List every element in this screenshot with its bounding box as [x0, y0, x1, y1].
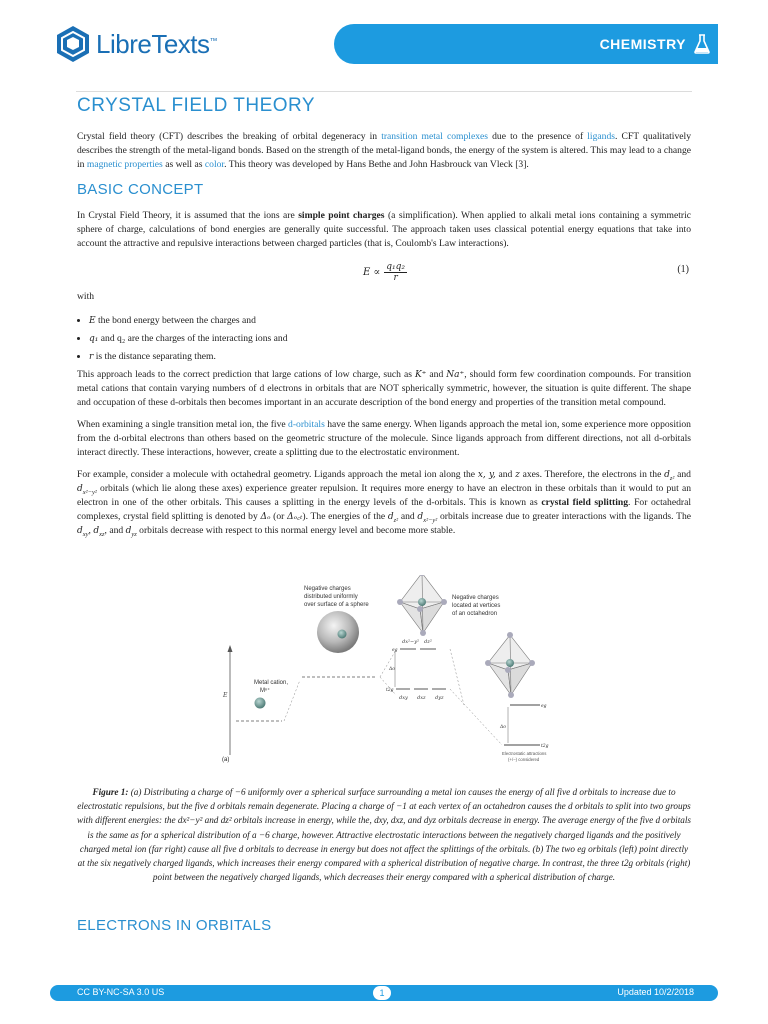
- oct-label-line2: located at vertices: [452, 603, 501, 609]
- license-text[interactable]: CC BY-NC-SA 3.0 US: [77, 987, 165, 997]
- libretexts-hexagon-icon: [56, 25, 90, 63]
- crystal-field-diagram: [220, 575, 550, 765]
- heading-basic-concept: BASIC CONCEPT: [77, 181, 204, 198]
- cation-label-line1: Metal cation,: [254, 680, 289, 686]
- page-footer: [50, 985, 718, 1001]
- link-magnetic-properties[interactable]: magnetic properties: [86, 159, 163, 170]
- basic-concept-paragraph-3: When examining a single transition metal ion, the five d-orbitals have the same energy. When ligands approach the metal ion, some experience more opposition from the d-orbital electrons than others based on the geometric structure of the molecule. Since ligands approach from different directions, not all d-orbitals interact directly. These interactions, however, create a splitting due to the electrostatic environment.: [77, 419, 691, 458]
- attraction-label-line2: (+/−) considered: [508, 757, 540, 762]
- with-label: with: [77, 291, 95, 302]
- attraction-label-line1: Electrostatic attractions: [502, 751, 547, 756]
- heading-electrons-in-orbitals: ELECTRONS IN ORBITALS: [77, 917, 272, 934]
- header-divider: [76, 91, 692, 92]
- eg-label-1: eg: [392, 648, 398, 653]
- cation-label-line2: Mⁿ⁺: [260, 688, 271, 694]
- t2g-label-2: t2g: [541, 744, 549, 749]
- energy-axis-label: E: [223, 692, 228, 699]
- figure-caption: Figure 1: (a) Distributing a charge of −6 uniformly over a spherical surface surrounding a metal ion causes the energy of all five d orbitals to increase due to electrostatic repulsions, but the five d orbitals remain degenerate. Placing a charge of −1 at each vertex of an octahedron causes the d orbitals to split into two groups with different energies: the dx²−y² and dz² orbitals increase in energy, while the, dxy, dxz, and dyz orbitals decrease in energy. The average energy of the five d orbitals is the same as for a spherical distribution of a −6 charge, however. Attractive electrostatic interactions between the negatively charged ligands and the positively charged metal ion (far right) cause all five d orbitals to decrease in energy but does not affect the splittings of the orbitals. (b) The two eg orbitals (left) point directly at the six negatively charged ligands, which increases their energy compared with a spherical distribution of negative charge. In contrast, the three t2g orbitals (right) point between the negatively charged ligands, which decreases their energy compared with a spherical distribution of charge.: [77, 787, 691, 883]
- list-item: • q₁ and q₂ are the charges of the interacting ions and: [89, 330, 489, 348]
- banner-label: CHEMISTRY: [599, 36, 686, 52]
- list-item: • r is the distance separating them.: [89, 348, 489, 366]
- dyz-label: dyz: [435, 695, 444, 701]
- oct-label-line3: of an octahedron: [452, 611, 498, 617]
- sphere-label-line3: over surface of a sphere: [304, 602, 369, 608]
- coulomb-equation: E ∝ $\frac{\text{q₁q₂}}{r}$ (1): [363, 262, 689, 283]
- sphere-label-line2: distributed uniformly: [304, 594, 358, 600]
- link-d-orbitals[interactable]: d-orbitals: [288, 419, 325, 430]
- sphere-label-line1: Negative charges: [304, 586, 351, 592]
- t2g-label-1: t2g: [386, 688, 394, 693]
- basic-concept-paragraph-2: This approach leads to the correct prediction that large cations of low charge, such as K⁺ and Na⁺, should form few coordination compounds. For transition metal cations that contain varying numbers of d electrons in orbitals that are NOT spherically symmetric, however, the situation is quite different. The shape and occupation of these d-orbitals then becomes important in an accurate description of the bond energy and properties of the transition metal compound.: [77, 369, 691, 408]
- oct-label-line1: Negative charges: [452, 595, 499, 601]
- link-transition-metal-complexes[interactable]: transition metal complexes: [381, 131, 488, 142]
- link-ligands[interactable]: ligands: [587, 131, 615, 142]
- list-item: • E the bond energy between the charges and: [89, 312, 489, 330]
- eg-label-2: eg: [541, 704, 547, 709]
- delta-label-1: Δo: [389, 667, 395, 672]
- panel-a-label: (a): [222, 757, 230, 763]
- page-title: CRYSTAL FIELD THEORY: [77, 95, 316, 116]
- basic-concept-paragraph-4: For example, consider a molecule with octahedral geometry. Ligands approach the metal ion along the x, y, and z axes. Therefore, the electrons in the $d_{z^2}$ and $d_{x^2-y^2}$ orbitals (which lie along these axes) experience greater repulsion. It requires more energy to have an electron in these orbitals than it would to put an electron in one of the other orbitals. This causes a splitting in the energy levels of the d-orbitals. This is known as crystal field splitting. For octahedral complexes, crystal field splitting is denoted by Δₒ (or Δₒ꜀ₜ). The energies of the $d_{z^2}$ and $d_{x^2-y^2}$ orbitals increase due to greater interactions with the ligands. The $d_{xy}$, $d_{xz}$, and $d_{yz}$ orbitals decrease with respect to this normal energy level and become more stable.: [77, 469, 692, 538]
- dz2-label: dz²: [424, 639, 432, 645]
- dx2y2-label: dx²−y²: [402, 639, 420, 645]
- delta-label-2: Δo: [500, 725, 506, 730]
- updated-date: Updated 10/2/2018: [617, 987, 694, 997]
- variable-list: [77, 312, 489, 366]
- subject-banner[interactable]: [334, 24, 718, 64]
- page-number: 1: [373, 986, 391, 1000]
- equation-number: (1): [677, 264, 689, 275]
- basic-concept-paragraph-1: In Crystal Field Theory, it is assumed that the ions are simple point charges (a simplification). When applied to alkali metal ions containing a symmetric sphere of charge, calculations of bond energies are generally quite successful. The approach taken uses classical potential energy equations that take into account the attractive and repulsive interactions between charged particles (that is, Coulomb's Law interactions).: [77, 210, 691, 249]
- intro-paragraph: Crystal field theory (CFT) describes the breaking of orbital degeneracy in transition metal complexes due to the presence of ligands. CFT qualitatively describes the strength of the metal-ligand bonds. Based on the strength of the metal-ligand bonds, the energy of the system is altered. This may lead to a change in magnetic properties as well as color. This theory was developed by Hans Bethe and John Hasbrouck van Vleck [3].: [77, 131, 691, 170]
- link-color[interactable]: color: [204, 159, 225, 170]
- dxy-label: dxy: [399, 695, 408, 701]
- dxz-label: dxz: [417, 695, 426, 701]
- logo-text: LibreTexts™: [96, 28, 217, 59]
- libretexts-logo[interactable]: [56, 24, 217, 64]
- flask-icon: [694, 34, 710, 54]
